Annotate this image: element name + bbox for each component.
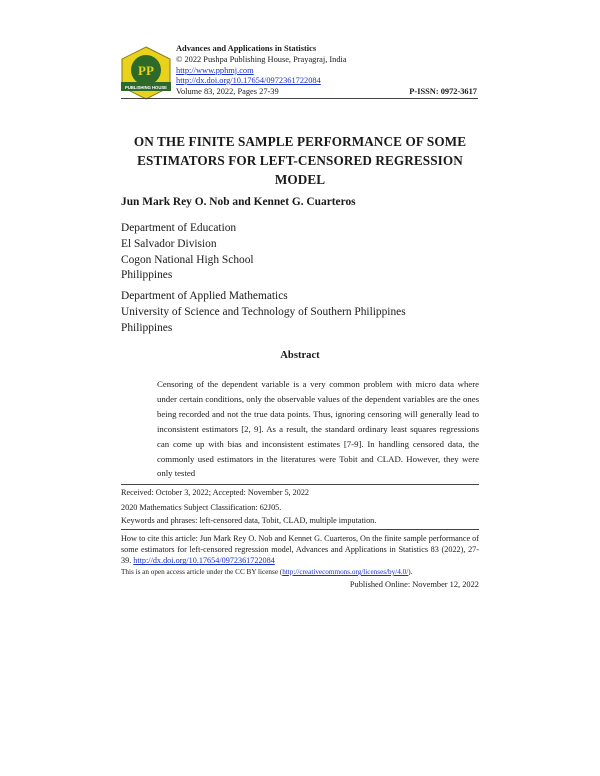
affiliation-2 <box>121 289 406 336</box>
footnote-divider <box>121 484 479 485</box>
affiliation-line: Cogon National High School <box>121 253 254 266</box>
header-divider <box>121 98 478 99</box>
affiliation-1 <box>121 221 254 284</box>
affiliation-line: University of Science and Technology of Southern Philippines <box>121 305 406 318</box>
volume-pages: Volume 83, 2022, Pages 27-39 <box>176 87 279 96</box>
published-online-date: Published Online: November 12, 2022 <box>349 580 479 589</box>
affiliation-line: Philippines <box>121 269 173 282</box>
license-suffix: ). <box>408 568 413 576</box>
keywords: Keywords and phrases: left-censored data, Tobit, CLAD, multiple imputation. <box>121 516 377 525</box>
citation-divider <box>121 529 479 530</box>
journal-name: Advances and Applications in Statistics <box>176 44 317 53</box>
citation-text: How to cite this article: Jun Mark Rey O. Nob and Kennet G. Cuarteros, On the finite sample performance of some estimators for left-censored regression model, Advances and Applications in Statistics 83 (2022), 27-39. <box>121 534 479 566</box>
citation-block <box>121 533 479 567</box>
affiliation-line: Philippines <box>121 321 173 334</box>
citation-doi-link[interactable]: http://dx.doi.org/10.17654/0972361722084 <box>133 556 275 566</box>
affiliation-line: Department of Education <box>121 222 237 234</box>
logo-initials: PP <box>138 63 154 78</box>
paper-title: ON THE FINITE SAMPLE PERFORMANCE OF SOME ESTIMATORS FOR LEFT-CENSORED REGRESSION MODEL <box>133 134 467 187</box>
abstract-text: Censoring of the dependent variable is a very common problem with micro data where under certain conditions, only the observable values of the dependent variables are the ones being recorded and not the true data points. Thus, ignoring censoring will generally lead to inconsistent estimators [2, 9]. As a result, the standard ordinary least squares regressions can come up with bias and inconsistent estimates [7-9]. In handling censored data, the commonly used estimators in the literatures were Tobit and CLAD. However, they were only tested <box>157 379 479 479</box>
copyright-line: © 2022 Pushpa Publishing House, Prayagraj, India <box>176 55 347 64</box>
issn: P-ISSN: 0972-3617 <box>409 87 477 96</box>
journal-website-link[interactable]: http://www.pphmj.com <box>176 66 254 75</box>
license-link[interactable]: http://creativecommons.org/licenses/by/4.0/ <box>282 568 409 576</box>
author-list: Jun Mark Rey O. Nob and Kennet G. Cuarteros <box>121 196 356 208</box>
license-prefix: This is an open access article under the CC BY license ( <box>121 568 283 576</box>
abstract-heading: Abstract <box>280 350 320 361</box>
received-accepted-dates: Received: October 3, 2022; Accepted: November 5, 2022 <box>121 488 310 497</box>
logo-banner: PUBLISHING HOUSE <box>125 85 167 90</box>
license-statement <box>121 568 412 576</box>
publisher-logo <box>121 46 171 100</box>
affiliation-line: Department of Applied Mathematics <box>121 290 288 302</box>
doi-link[interactable]: http://dx.doi.org/10.17654/0972361722084 <box>176 76 321 85</box>
affiliation-line: El Salvador Division <box>121 237 217 250</box>
subject-classification: 2020 Mathematics Subject Classification: 62J05. <box>121 503 282 512</box>
